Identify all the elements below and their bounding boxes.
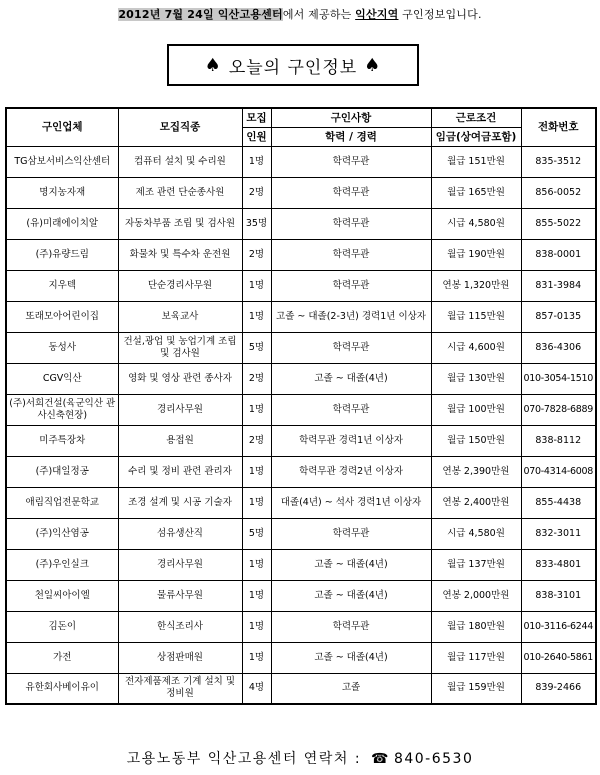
- requirement-cell: 학력무관: [271, 239, 431, 270]
- requirement-cell: 고졸 ~ 대졸(2-3년) 경력1년 이상자: [271, 301, 431, 332]
- footer-contact: [0, 748, 600, 768]
- requirement-cell: 학력무관: [271, 611, 431, 642]
- wage-cell: 월급 117만원: [431, 642, 521, 673]
- table-row: [6, 456, 596, 487]
- job-cell: 섬유생산직: [118, 518, 242, 549]
- header-education: 학력 / 경력: [271, 127, 431, 146]
- phone-cell: 838-8112: [521, 425, 596, 456]
- count-cell: 1명: [242, 580, 271, 611]
- job-cell: 보육교사: [118, 301, 242, 332]
- job-cell: 단순경리사무원: [118, 270, 242, 301]
- requirement-cell: 고졸 ~ 대졸(4년): [271, 363, 431, 394]
- phone-cell: 010-2640-5861: [521, 642, 596, 673]
- page-title-box: [167, 44, 419, 86]
- count-cell: 2명: [242, 239, 271, 270]
- header-job: 모집직종: [118, 108, 242, 146]
- count-cell: 5명: [242, 518, 271, 549]
- table-row: [6, 673, 596, 704]
- company-cell: (주)우인실크: [6, 549, 118, 580]
- intro-tail: 구인정보입니다.: [398, 8, 482, 21]
- count-cell: 1명: [242, 456, 271, 487]
- wage-cell: 월급 190만원: [431, 239, 521, 270]
- requirement-cell: 학력무관: [271, 177, 431, 208]
- company-cell: 천일씨아이엘: [6, 580, 118, 611]
- table-body: [6, 146, 596, 704]
- wage-cell: 월급 151만원: [431, 146, 521, 177]
- phone-cell: 855-5022: [521, 208, 596, 239]
- table-row: [6, 425, 596, 456]
- company-cell: 미주특장차: [6, 425, 118, 456]
- wage-cell: 월급 137만원: [431, 549, 521, 580]
- count-cell: 1명: [242, 549, 271, 580]
- phone-cell: 010-3116-6244: [521, 611, 596, 642]
- table-row: [6, 611, 596, 642]
- table-row: [6, 580, 596, 611]
- job-cell: 상점판매원: [118, 642, 242, 673]
- header-phone: 전화번호: [521, 108, 596, 146]
- footer-label: 고용노동부 익산고용센터 연락처 :: [126, 751, 362, 767]
- count-cell: 1명: [242, 146, 271, 177]
- header-company: 구인업체: [6, 108, 118, 146]
- wage-cell: 월급 130만원: [431, 363, 521, 394]
- requirement-cell: 학력무관: [271, 394, 431, 425]
- requirement-cell: 학력무관: [271, 332, 431, 363]
- company-cell: 유한회사베이유이: [6, 673, 118, 704]
- table-row: [6, 146, 596, 177]
- count-cell: 2명: [242, 177, 271, 208]
- company-cell: (주)익산염공: [6, 518, 118, 549]
- job-cell: 조경 설계 및 시공 기술자: [118, 487, 242, 518]
- wage-cell: 월급 159만원: [431, 673, 521, 704]
- count-cell: 2명: [242, 363, 271, 394]
- count-cell: 35명: [242, 208, 271, 239]
- table-row: [6, 208, 596, 239]
- phone-cell: 833-4801: [521, 549, 596, 580]
- phone-cell: 855-4438: [521, 487, 596, 518]
- count-cell: 1명: [242, 611, 271, 642]
- header-count-bottom: 인원: [242, 127, 271, 146]
- phone-cell: 831-3984: [521, 270, 596, 301]
- job-cell: 자동차부품 조립 및 검사원: [118, 208, 242, 239]
- phone-cell: 838-3101: [521, 580, 596, 611]
- phone-icon: ☎: [371, 751, 390, 767]
- intro-date: 2012년 7월 24일 익산고용센터: [118, 8, 283, 21]
- count-cell: 1명: [242, 394, 271, 425]
- wage-cell: 연봉 2,400만원: [431, 487, 521, 518]
- count-cell: 1명: [242, 301, 271, 332]
- company-cell: 또래모아어린이집: [6, 301, 118, 332]
- requirement-cell: 학력무관: [271, 146, 431, 177]
- company-cell: 명지농자재: [6, 177, 118, 208]
- requirement-cell: 학력무관 경력1년 이상자: [271, 425, 431, 456]
- table-row: [6, 270, 596, 301]
- intro-mid: 에서 제공하는: [282, 8, 356, 21]
- wage-cell: 시급 4,580원: [431, 518, 521, 549]
- phone-cell: 835-3512: [521, 146, 596, 177]
- wage-cell: 월급 165만원: [431, 177, 521, 208]
- company-cell: (주)대일정공: [6, 456, 118, 487]
- wage-cell: 월급 100만원: [431, 394, 521, 425]
- count-cell: 4명: [242, 673, 271, 704]
- table-row: [6, 394, 596, 425]
- wage-cell: 연봉 2,390만원: [431, 456, 521, 487]
- job-cell: 경리사무원: [118, 549, 242, 580]
- job-cell: 화물차 및 특수차 운전원: [118, 239, 242, 270]
- count-cell: 1명: [242, 487, 271, 518]
- table-row: [6, 301, 596, 332]
- wage-cell: 연봉 1,320만원: [431, 270, 521, 301]
- requirement-cell: 학력무관: [271, 518, 431, 549]
- company-cell: CGV익산: [6, 363, 118, 394]
- phone-cell: 070-7828-6889: [521, 394, 596, 425]
- requirement-cell: 고졸 ~ 대졸(4년): [271, 549, 431, 580]
- phone-cell: 839-2466: [521, 673, 596, 704]
- company-cell: (유)미래에이치알: [6, 208, 118, 239]
- header-requirement: 구인사항: [271, 108, 431, 127]
- requirement-cell: 학력무관 경력2년 이상자: [271, 456, 431, 487]
- requirement-cell: 학력무관: [271, 270, 431, 301]
- job-cell: 컴퓨터 설치 및 수리원: [118, 146, 242, 177]
- wage-cell: 월급 180만원: [431, 611, 521, 642]
- count-cell: 1명: [242, 642, 271, 673]
- company-cell: 동성사: [6, 332, 118, 363]
- company-cell: TG삼보서비스익산센터: [6, 146, 118, 177]
- footer-phone: 840-6530: [393, 751, 474, 767]
- job-cell: 한식조리사: [118, 611, 242, 642]
- table-row: [6, 332, 596, 363]
- phone-cell: 838-0001: [521, 239, 596, 270]
- count-cell: 5명: [242, 332, 271, 363]
- job-cell: 용접원: [118, 425, 242, 456]
- phone-cell: 070-4314-6008: [521, 456, 596, 487]
- company-cell: 지우텍: [6, 270, 118, 301]
- count-cell: 2명: [242, 425, 271, 456]
- job-cell: 제조 관련 단순종사원: [118, 177, 242, 208]
- job-cell: 전자제품제조 기계 설치 및 정비원: [118, 673, 242, 704]
- header-count-top: 모집: [242, 108, 271, 127]
- job-cell: 경리사무원: [118, 394, 242, 425]
- table-row: [6, 487, 596, 518]
- phone-cell: 856-0052: [521, 177, 596, 208]
- job-cell: 물류사무원: [118, 580, 242, 611]
- requirement-cell: 고졸 ~ 대졸(4년): [271, 580, 431, 611]
- table-row: [6, 518, 596, 549]
- header-conditions: 근로조건: [431, 108, 521, 127]
- job-cell: 건설,광업 및 농업기계 조립 및 검사원: [118, 332, 242, 363]
- requirement-cell: 고졸: [271, 673, 431, 704]
- table-row: [6, 549, 596, 580]
- company-cell: 가전: [6, 642, 118, 673]
- job-cell: 수리 및 정비 관련 관리자: [118, 456, 242, 487]
- table-row: [6, 363, 596, 394]
- job-listing-table: [5, 107, 597, 705]
- table-row: [6, 177, 596, 208]
- company-cell: (주)서희건설(육군익산 관사신축현장): [6, 394, 118, 425]
- page-title: 오늘의 구인정보: [228, 57, 358, 78]
- requirement-cell: 대졸(4년) ~ 석사 경력1년 이상자: [271, 487, 431, 518]
- job-cell: 영화 및 영상 관련 종사자: [118, 363, 242, 394]
- wage-cell: 월급 115만원: [431, 301, 521, 332]
- phone-cell: 832-3011: [521, 518, 596, 549]
- wage-cell: 시급 4,580원: [431, 208, 521, 239]
- phone-cell: 010-3054-1510: [521, 363, 596, 394]
- wage-cell: 월급 150만원: [431, 425, 521, 456]
- company-cell: 김돈이: [6, 611, 118, 642]
- table-row: [6, 239, 596, 270]
- requirement-cell: 고졸 ~ 대졸(4년): [271, 642, 431, 673]
- wage-cell: 시급 4,600원: [431, 332, 521, 363]
- spade-icon-right: ♠: [364, 54, 382, 76]
- company-cell: 애림직업전문학교: [6, 487, 118, 518]
- table-row: [6, 642, 596, 673]
- count-cell: 1명: [242, 270, 271, 301]
- phone-cell: 836-4306: [521, 332, 596, 363]
- company-cell: (주)유량드림: [6, 239, 118, 270]
- wage-cell: 연봉 2,000만원: [431, 580, 521, 611]
- intro-line: [0, 6, 600, 22]
- requirement-cell: 학력무관: [271, 208, 431, 239]
- intro-region: 익산지역: [355, 8, 399, 21]
- phone-cell: 857-0135: [521, 301, 596, 332]
- spade-icon-left: ♠: [204, 54, 222, 76]
- header-wage: 임금(상여금포함): [431, 127, 521, 146]
